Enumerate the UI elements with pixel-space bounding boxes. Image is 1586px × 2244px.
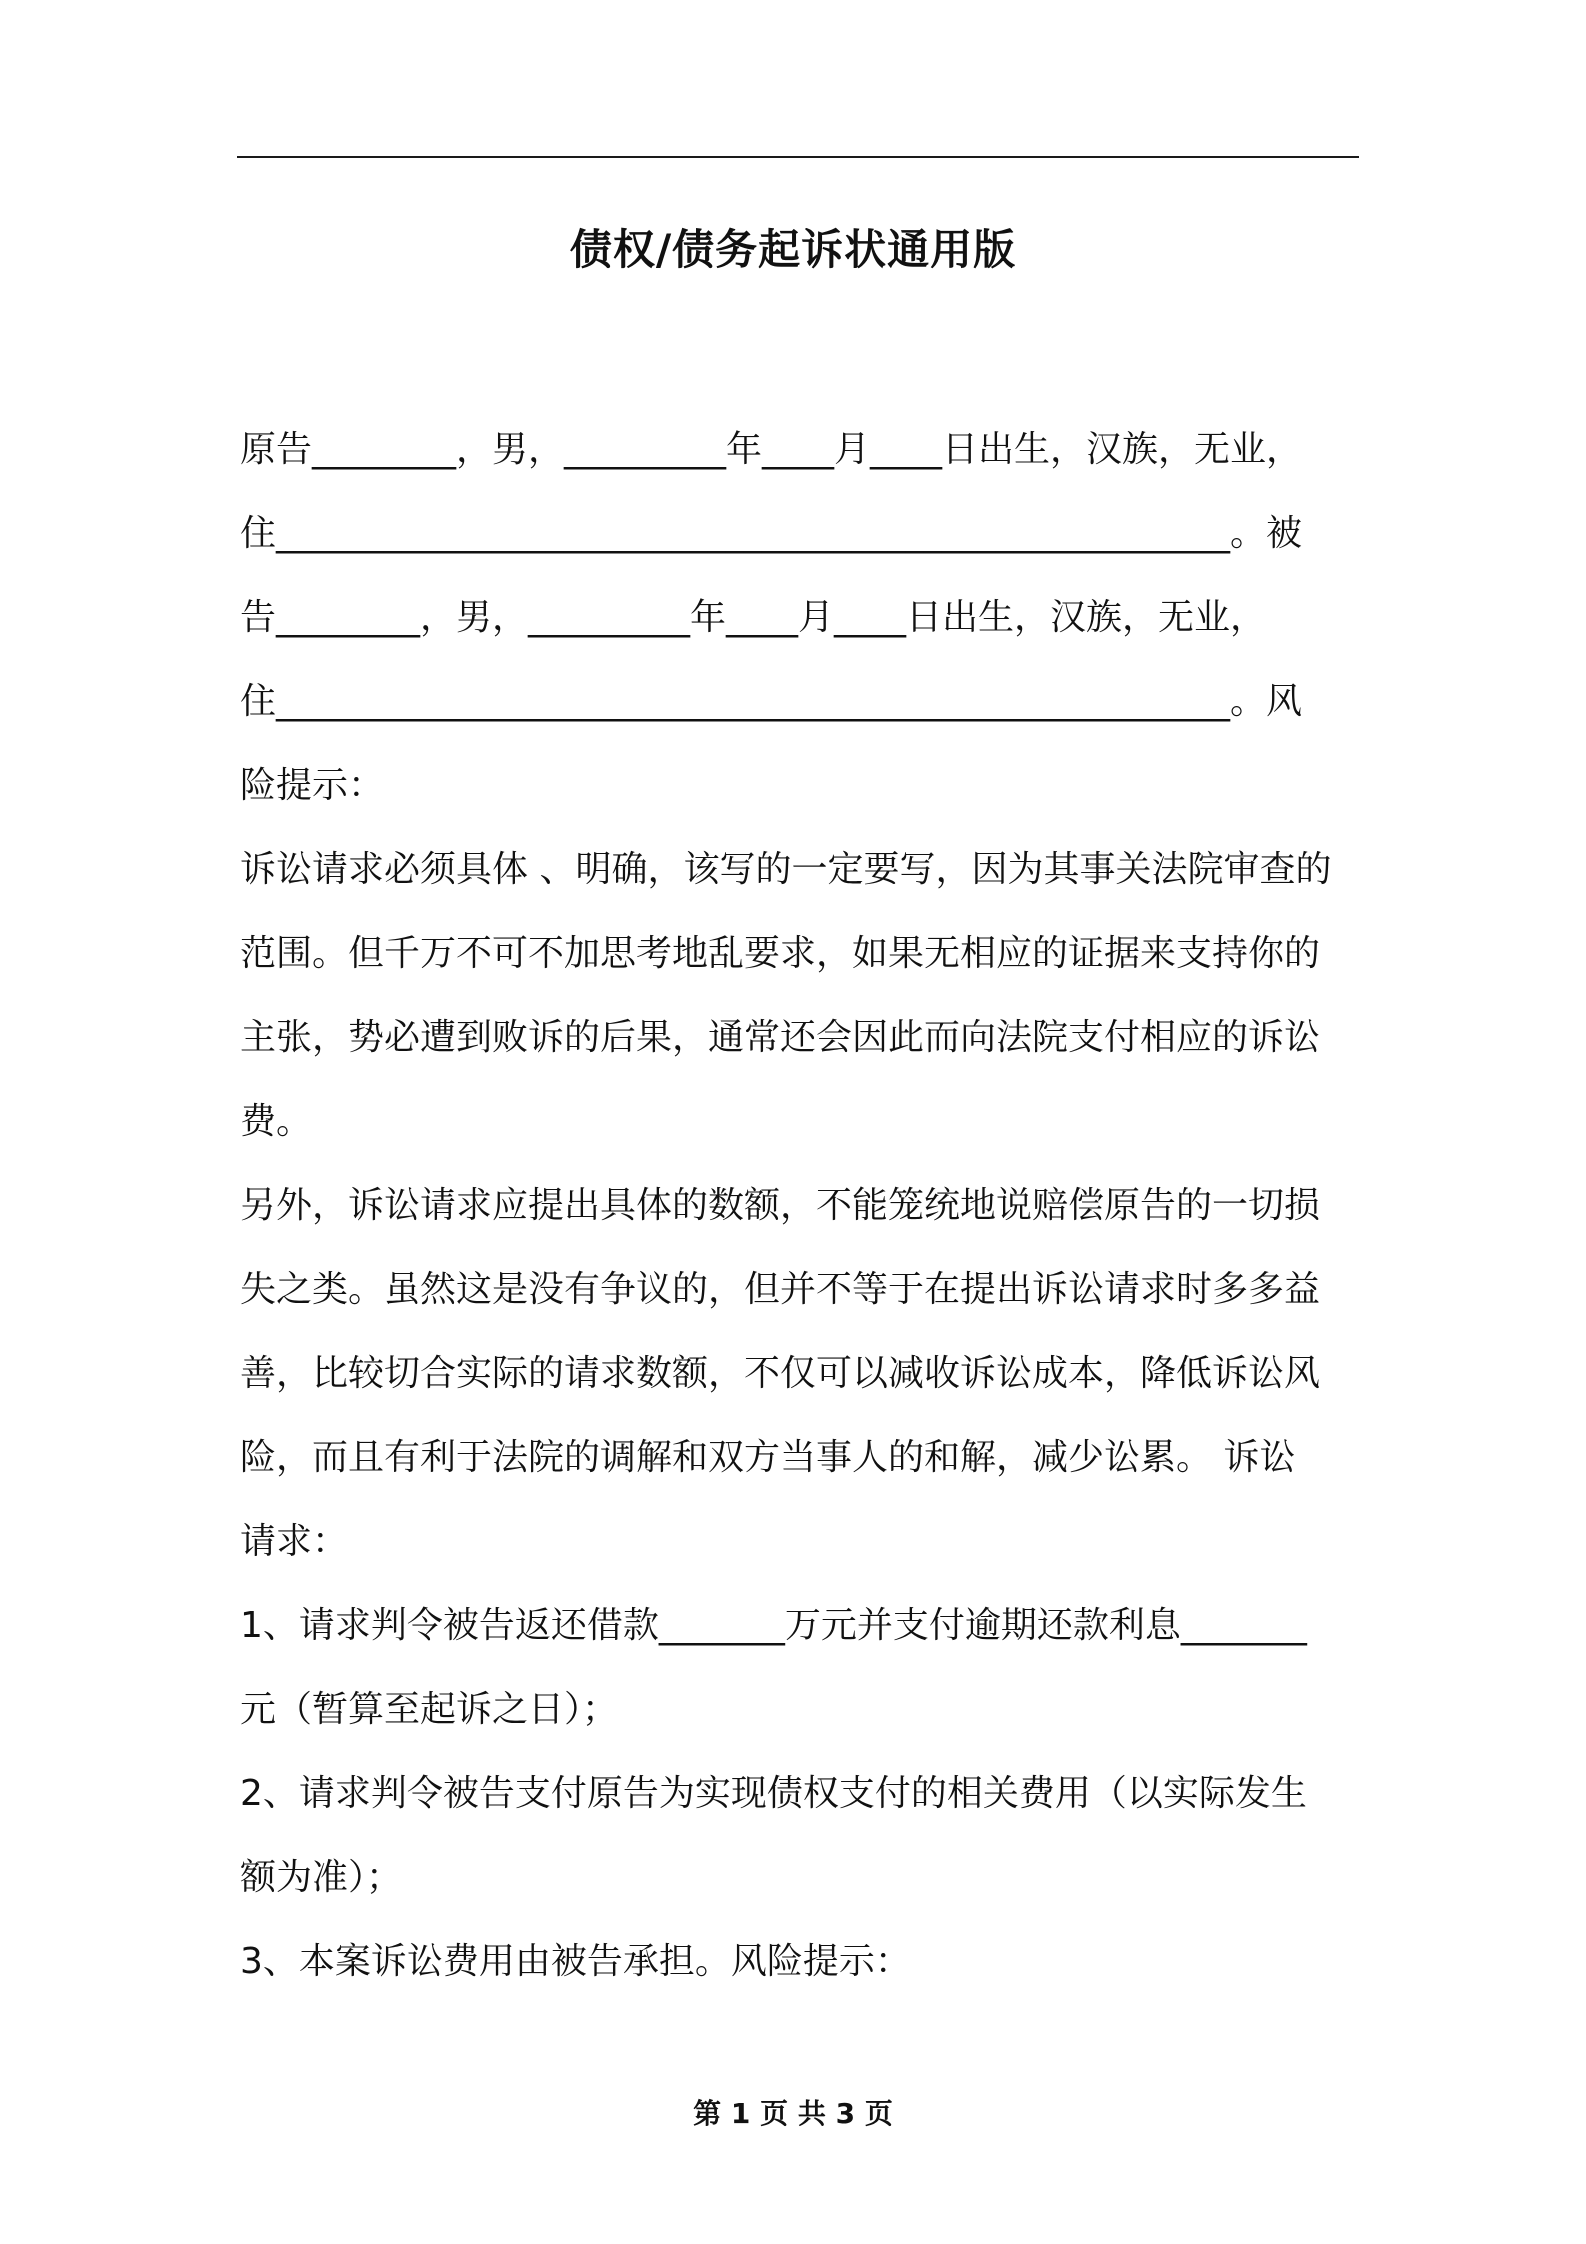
body-line: 诉讼请求必须具体 、明确，该写的一定要写，因为其事关法院审查的 bbox=[240, 849, 1332, 890]
header-rule bbox=[237, 156, 1359, 158]
body-line: 失之类。虽然这是没有争议的，但并不等于在提出诉讼请求时多多益 bbox=[240, 1269, 1321, 1310]
body-line: 费。 bbox=[240, 1101, 313, 1142]
document-title: 债权/债务起诉状通用版 bbox=[569, 225, 1017, 274]
body-line: 请求： bbox=[240, 1521, 349, 1562]
body-line: 2、请求判令被告支付原告为实现债权支付的相关费用（以实际发生 bbox=[240, 1773, 1307, 1814]
body-line: 住_____________________________________________________。风 bbox=[240, 681, 1302, 722]
body-line: 3、本案诉讼费用由被告承担。风险提示： bbox=[240, 1941, 911, 1982]
page-number: 第 1 页 共 3 页 bbox=[693, 2097, 893, 2130]
body-line: 范围。但千万不可不加思考地乱要求，如果无相应的证据来支持你的 bbox=[240, 933, 1321, 974]
body-line: 原告________，男，_________年____月____日出生，汉族，无业， bbox=[240, 429, 1303, 470]
body-line: 住_____________________________________________________。被 bbox=[240, 513, 1302, 554]
body-line: 告________，男，_________年____月____日出生，汉族，无业， bbox=[240, 597, 1267, 638]
body-line: 另外，诉讼请求应提出具体的数额，不能笼统地说赔偿原告的一切损 bbox=[240, 1185, 1321, 1226]
body-line: 元（暂算至起诉之日）； bbox=[240, 1689, 619, 1730]
body-line: 善，比较切合实际的请求数额，不仅可以减收诉讼成本，降低诉讼风 bbox=[240, 1353, 1321, 1394]
document-body bbox=[240, 408, 1356, 2004]
body-line: 额为准）； bbox=[240, 1857, 403, 1898]
body-line: 主张，势必遭到败诉的后果，通常还会因此而向法院支付相应的诉讼 bbox=[240, 1017, 1321, 1058]
body-line: 险提示： bbox=[240, 765, 385, 806]
body-line: 1、请求判令被告返还借款_______万元并支付逾期还款利息_______ bbox=[240, 1605, 1307, 1646]
body-line: 险，而且有利于法院的调解和双方当事人的和解，减少讼累。 诉讼 bbox=[240, 1437, 1296, 1478]
